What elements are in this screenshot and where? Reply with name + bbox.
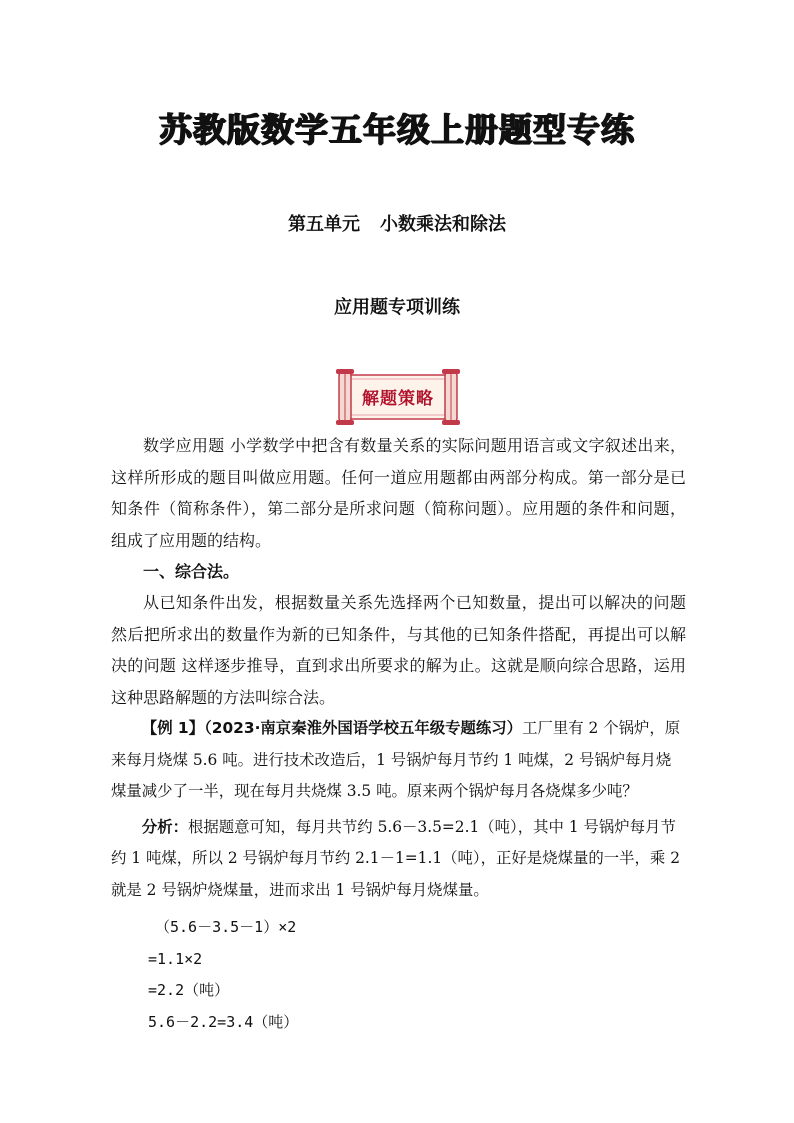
example-text: 工厂里有 2 个锅炉，原来每月烧煤 5.6 吨。进行技术改造后，1 号锅炉每月节约 1 吨煤，2 号锅炉每月烧煤量减少了一半，现在每月共烧煤 3.5 吨。原来两个锅炉每月各烧煤多少吨？ [111,719,681,800]
calc-step: =2.2（吨） [148,981,230,999]
analysis-paragraph [111,812,686,907]
example-source: （2023·南京秦淮外国语学校五年级专题练习） [204,719,523,737]
document-body [111,430,686,1038]
method-heading: 一、综合法。 [143,562,240,581]
analysis-text: 根据题意可知，每月共节约 5.6－3.5=2.1（吨），其中 1 号锅炉每月节约 1 吨煤，所以 2 号锅炉每月节约 2.1－1=1.1（吨），正好是烧煤量的一半，乘 2 就是 2 号锅炉烧煤量，进而求出 1 号锅炉每月烧煤量。 [111,817,680,899]
analysis-label: 分析： [141,817,188,836]
example-tag: 【例 1】 [141,719,205,737]
unit-name: 小数乘法和除法 [380,214,506,235]
calc-step: =1.1×2 [148,949,203,968]
method-paragraph: 从已知条件出发，根据数量关系先选择两个已知数量，提出可以解决的问题然后把所求出的数量作为新的已知条件，与其他的已知条件搭配，再提出可以解决的问题 这样逐步推导，直到求出所要求的解为止。这就是顺向综合思路，运用这种思路解题的方法叫综合法。 [111,593,686,707]
unit-heading [0,210,794,236]
document-title: 苏教版数学五年级上册题型专练 [159,110,635,149]
strategy-badge-label: 解题策略 [362,389,434,409]
calc-step: 5.6－2.2=3.4（吨） [148,1012,299,1031]
unit-label: 第五单元 [288,214,360,235]
section-subtitle: 应用题专项训练 [334,297,460,318]
calc-step: （5.6－3.5－1）×2 [155,918,297,936]
example-1 [111,713,686,808]
strategy-scroll-banner [333,369,463,425]
intro-paragraph: 数学应用题 小学数学中把含有数量关系的实际问题用语言或文字叙述出来，这样所形成的题目叫做应用题。任何一道应用题都由两部分构成。第一部分是已知条件（简称条件），第二部分是所求问题（简称问题）。应用题的条件和问题，组成了应用题的结构。 [111,436,686,550]
